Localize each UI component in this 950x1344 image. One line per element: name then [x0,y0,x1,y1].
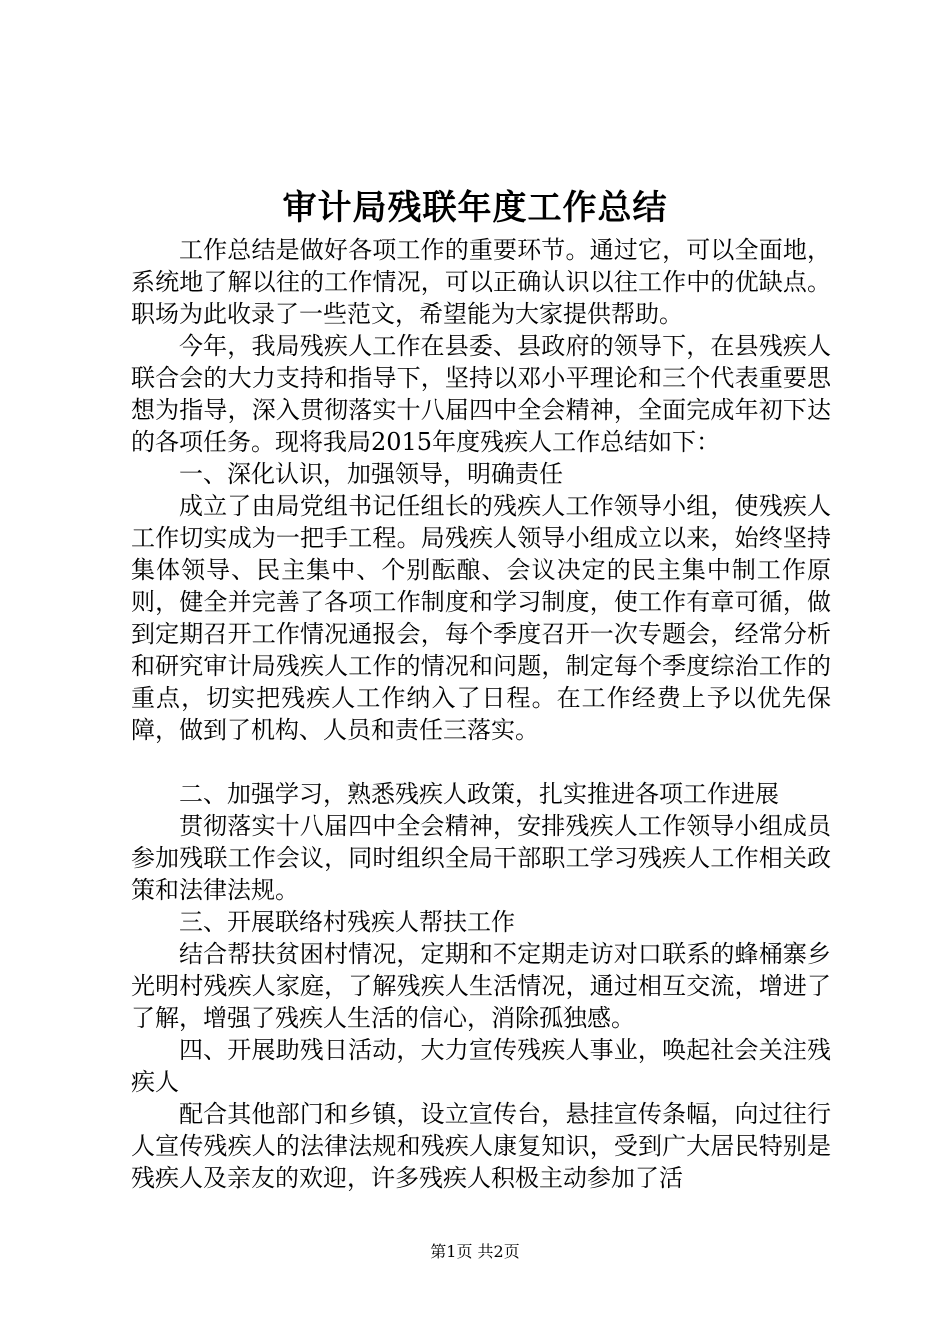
section-heading-3: 三、开展联络村残疾人帮扶工作 [179,908,515,936]
section-heading-1: 一、深化认识，加强领导，明确责任 [179,460,563,488]
section-paragraph-1: 成立了由局党组书记任组长的残疾人工作领导小组，使残疾人工作切实成为一把手工程。局残疾人领导小组成立以来，始终坚持集体领导、民主集中、个别酝酿、会议决定的民主集中制工作原则，健全并完善了各项工作制度和学习制度，使工作有章可循，做到定期召开工作情况通报会，每个季度召开一次专题会，经常分析和研究审计局残疾人工作的情况和问题，制定每个季度综治工作的重点，切实把残疾人工作纳入了日程。在工作经费上予以优先保障，做到了机构、人员和责任三落实。 [131,492,831,744]
section-paragraph-3: 结合帮扶贫困村情况，定期和不定期走访对口联系的蜂桶寨乡光明村残疾人家庭，了解残疾人生活情况，通过相互交流，增进了了解，增强了残疾人生活的信心，消除孤独感。 [131,940,831,1032]
section-heading-4: 四、开展助残日活动，大力宣传残疾人事业，唤起社会关注残疾人 [131,1036,831,1096]
section-paragraph-2: 贯彻落实十八届四中全会精神，安排残疾人工作领导小组成员参加残联工作会议，同时组织全局干部职工学习残疾人工作相关政策和法律法规。 [131,812,831,904]
section-paragraph-4: 配合其他部门和乡镇，设立宣传台，悬挂宣传条幅，向过往行人宣传残疾人的法律法规和残疾人康复知识，受到广大居民特别是残疾人及亲友的欢迎，许多残疾人积极主动参加了活 [131,1100,831,1192]
section-heading-2: 二、加强学习，熟悉残疾人政策，扎实推进各项工作进展 [179,780,779,808]
page-number: 第1页 共2页 [430,1242,520,1261]
document-title: 审计局残联年度工作总结 [282,188,668,228]
paragraph-spacer [131,746,831,778]
document-body [131,234,831,1194]
intro-paragraph: 工作总结是做好各项工作的重要环节。通过它，可以全面地，系统地了解以往的工作情况，可以正确认识以往工作中的优缺点。职场为此收录了一些范文，希望能为大家提供帮助。 [131,236,831,328]
overview-paragraph: 今年，我局残疾人工作在县委、县政府的领导下，在县残疾人联合会的大力支持和指导下，坚持以邓小平理论和三个代表重要思想为指导，深入贯彻落实十八届四中全会精神，全面完成年初下达的各项任务。现将我局2015年度残疾人工作总结如下： [131,332,831,456]
